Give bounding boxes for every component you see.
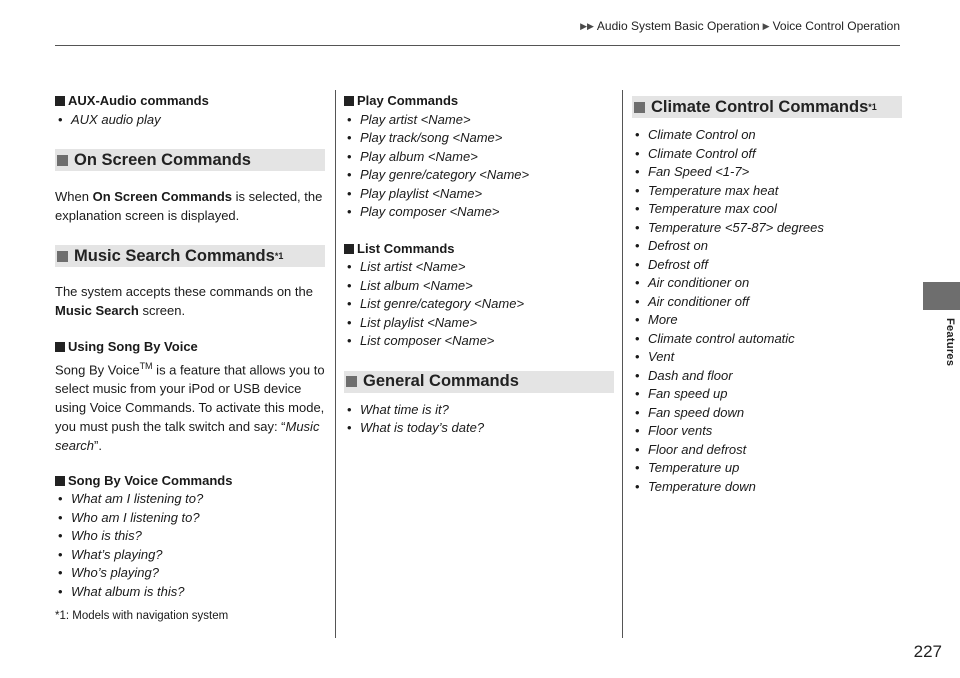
list-item: • Fan speed down [632, 404, 902, 423]
list-item: • List artist <Name> [344, 258, 614, 277]
breadcrumb [580, 19, 900, 33]
footnote: *1: Models with navigation system [55, 610, 229, 622]
list-item: • Play artist <Name> [344, 111, 614, 130]
list-item: • More [632, 311, 902, 330]
square-icon [57, 155, 68, 166]
column-2 [344, 92, 614, 438]
square-bullet-icon [55, 476, 65, 486]
list-item: • Play album <Name> [344, 148, 614, 167]
header-divider [55, 45, 900, 46]
breadcrumb-section[interactable]: Audio System Basic Operation [596, 19, 760, 33]
section-tab[interactable] [923, 282, 960, 310]
on-screen-paragraph: When On Screen Commands is selected, the explanation screen is displayed. [55, 189, 323, 223]
song-by-voice-commands-heading: Song By Voice Commands [55, 472, 325, 491]
list-item: • What am I listening to? [55, 490, 325, 509]
square-bullet-icon [344, 96, 354, 106]
list-item: • Temperature max cool [632, 200, 902, 219]
music-search-commands-header: Music Search Commands *1 [55, 245, 325, 267]
list-item: • Play composer <Name> [344, 203, 614, 222]
list-item: • Play track/song <Name> [344, 129, 614, 148]
list-item: • Temperature down [632, 478, 902, 497]
on-screen-commands-header: On Screen Commands [55, 149, 325, 171]
list-item: • Temperature up [632, 459, 902, 478]
arrow-icon: ▶ [762, 20, 770, 31]
list-item: • Who’s playing? [55, 564, 325, 583]
list-item: • What’s playing? [55, 546, 325, 565]
column-divider [622, 90, 623, 638]
list-item: • Climate Control off [632, 145, 902, 164]
list-item: • Fan Speed <1-7> [632, 163, 902, 182]
square-bullet-icon [55, 342, 65, 352]
play-commands-list [344, 111, 614, 222]
column-1 [55, 92, 325, 601]
list-item: • Climate Control on [632, 126, 902, 145]
square-icon [346, 376, 357, 387]
climate-control-commands-header: Climate Control Commands *1 [632, 96, 902, 118]
list-item: • Who am I listening to? [55, 509, 325, 528]
list-item: • Vent [632, 348, 902, 367]
arrow-icon: ▶▶ [580, 20, 594, 31]
list-item: • Fan speed up [632, 385, 902, 404]
list-item: • Play playlist <Name> [344, 185, 614, 204]
list-item: • Floor vents [632, 422, 902, 441]
square-bullet-icon [55, 96, 65, 106]
general-commands-header: General Commands [344, 371, 614, 393]
list-item: • List composer <Name> [344, 332, 614, 351]
list-item: • Temperature max heat [632, 182, 902, 201]
aux-heading: AUX-Audio commands [55, 92, 325, 111]
climate-commands-list [632, 126, 902, 496]
song-by-voice-list [55, 490, 325, 601]
page-number: 227 [913, 642, 942, 661]
list-item: • List genre/category <Name> [344, 295, 614, 314]
list-item: • Defrost off [632, 256, 902, 275]
section-label: Features [944, 318, 956, 367]
list-item: • Dash and floor [632, 367, 902, 386]
list-item: • List playlist <Name> [344, 314, 614, 333]
list-item: • Play genre/category <Name> [344, 166, 614, 185]
column-divider [335, 90, 336, 638]
list-item: • AUX audio play [55, 111, 325, 130]
list-item: • What album is this? [55, 583, 325, 602]
list-commands-list [344, 258, 614, 351]
list-item: • Floor and defrost [632, 441, 902, 460]
music-search-paragraph: The system accepts these commands on the Music Search screen. [55, 284, 313, 318]
general-commands-list [344, 401, 614, 438]
list-item: • List album <Name> [344, 277, 614, 296]
list-item: • Climate control automatic [632, 330, 902, 349]
square-icon [57, 251, 68, 262]
list-item: • Who is this? [55, 527, 325, 546]
aux-list [55, 111, 325, 130]
square-icon [634, 102, 645, 113]
list-item: • Air conditioner off [632, 293, 902, 312]
list-item: • Defrost on [632, 237, 902, 256]
list-item: • What time is it? [344, 401, 614, 420]
list-item: • Air conditioner on [632, 274, 902, 293]
play-commands-heading: Play Commands [344, 92, 614, 111]
list-item: • Temperature <57-87> degrees [632, 219, 902, 238]
list-item: • What is today’s date? [344, 419, 614, 438]
column-3 [632, 92, 902, 496]
square-bullet-icon [344, 244, 354, 254]
song-by-voice-heading: Using Song By Voice [55, 338, 325, 357]
breadcrumb-page[interactable]: Voice Control Operation [772, 19, 900, 33]
song-by-voice-paragraph: Song By Voice™ is a feature that allows you to select music from your iPod or USB device using Voice Commands. To activate this mode, you must push the talk switch and say: “Music search”. [55, 360, 325, 453]
list-commands-heading: List Commands [344, 240, 614, 259]
